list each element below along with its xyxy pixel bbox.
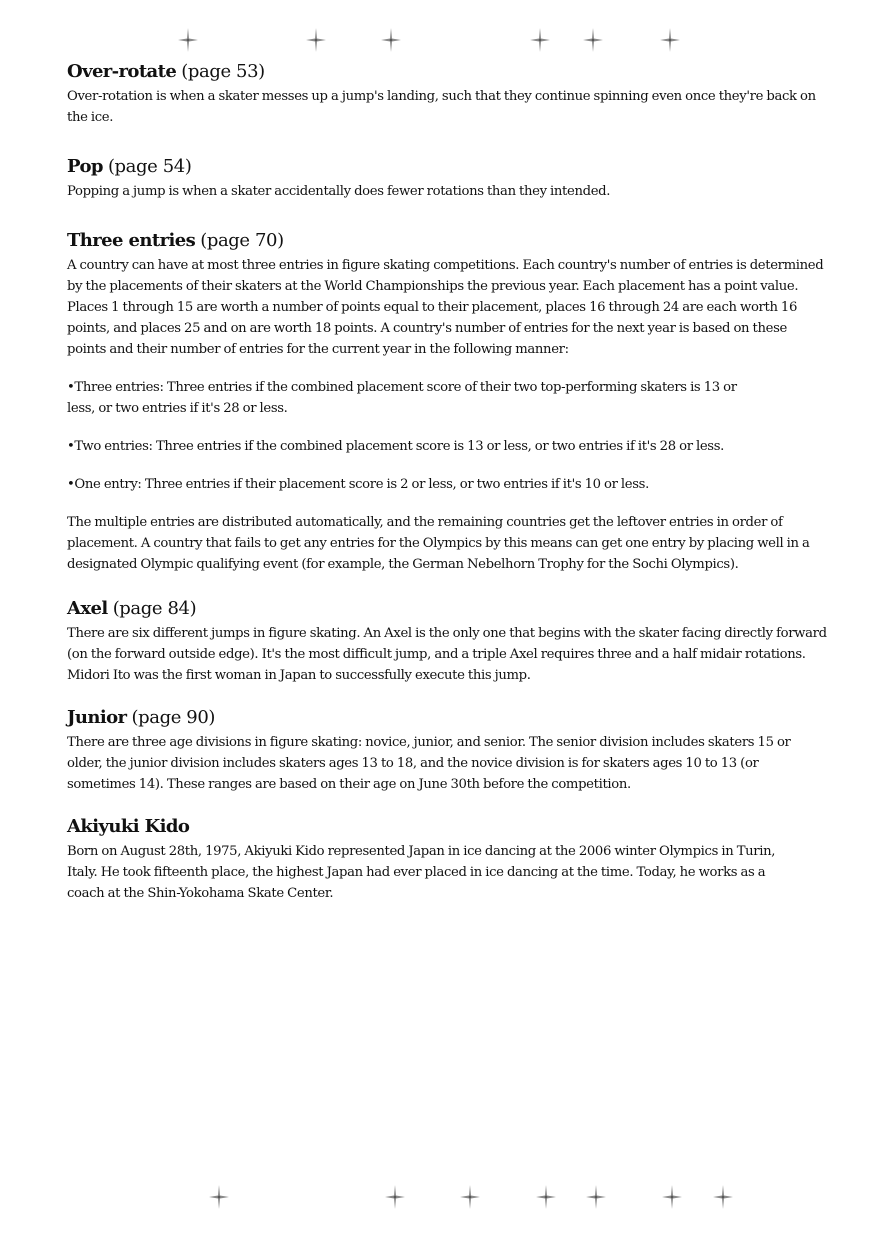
glossary-entry-axel (67, 595, 827, 686)
entry-page-ref: (page 84) (112, 598, 197, 619)
entry-page-ref: (page 90) (131, 707, 216, 728)
sparkle-icon (385, 1185, 405, 1209)
sparkle-icon (209, 1185, 229, 1209)
sparkle-icon (586, 1185, 606, 1209)
entry-term: Axel (67, 598, 108, 619)
entry-term: Akiyuki Kido (67, 816, 190, 837)
sparkle-icon (713, 1185, 733, 1209)
entry-term: Three entries (67, 230, 196, 251)
sparkle-icon (530, 28, 550, 52)
glossary-entry-junior (67, 704, 827, 795)
glossary-page (67, 58, 827, 904)
entry-definition: Over-rotation is when a skater messes up a jump's landing, such that they continue spinning even once they're back on the ice. (67, 89, 816, 125)
entry-definition: A country can have at most three entries in figure skating competitions. Each country's number of entries is determined by the placements of their skaters at the World Championships the previous year. Each placement has a point value. Places 1 through 15 are worth a number of points equal to their placement, places 16 through 24 are each worth 16 points, and places 25 and on are worth 18 points. A country's number of entries for the next year is based on these points and their number of entries for the current year in the following manner: (67, 258, 824, 357)
entry-term: Pop (67, 156, 103, 177)
sparkle-icon (536, 1185, 556, 1209)
glossary-entry-pop (67, 153, 827, 202)
entry-definition: There are three age divisions in figure skating: novice, junior, and senior. The senior division includes skaters 15 or older, the junior division includes skaters ages 13 to 18, and the novice division is for skaters ages 10 to 13 (or sometimes 14). These ranges are based on their age on June 30th before the competition. (67, 735, 791, 792)
glossary-entry-three-entries (67, 227, 827, 575)
sparkle-icon (583, 28, 603, 52)
sparkle-icon (178, 28, 198, 52)
entry-page-ref: (page 70) (200, 230, 284, 251)
entry-definition: There are six different jumps in figure skating. An Axel is the only one that begins with the skater facing directly forward (on the forward outside edge). It's the most difficult jump, and a triple Axel requires three and a half midair rotations. Midori Ito was the first woman in Japan to successfully execute this jump. (67, 626, 827, 683)
top-sparkle-row (0, 28, 870, 52)
entry-term: Over-rotate (67, 61, 177, 82)
sparkle-icon (460, 1185, 480, 1209)
entry-page-ref: (page 54) (107, 156, 192, 177)
rule-three-entries: •Three entries: Three entries if the combined placement score of their two top-performing skaters is 13 or less, or two entries if it's 28 or less. (67, 380, 737, 416)
bottom-sparkle-row (0, 1185, 870, 1209)
sparkle-icon (662, 1185, 682, 1209)
entry-definition-continued: The multiple entries are distributed automatically, and the remaining countries get the leftover entries in order of placement. A country that fails to get any entries for the Olympics by this means can get one entry by placing well in a designated Olympic qualifying event (for example, the German Nebelhorn Trophy for the Sochi Olympics). (67, 515, 810, 572)
glossary-entry-over-rotate (67, 58, 827, 128)
entry-term: Junior (67, 707, 127, 728)
entry-definition: Popping a jump is when a skater accidentally does fewer rotations than they intended. (67, 184, 611, 199)
entry-definition: Born on August 28th, 1975, Akiyuki Kido represented Japan in ice dancing at the 2006 winter Olympics in Turin, Italy. He took fifteenth place, the highest Japan had ever placed in ice dancing at the time. Today, he works as a coach at the Shin-Yokohama Skate Center. (67, 844, 776, 901)
sparkle-icon (381, 28, 401, 52)
glossary-entry-akiyuki-kido (67, 813, 827, 904)
entry-page-ref: (page 53) (181, 61, 265, 82)
rule-two-entries: •Two entries: Three entries if the combined placement score is 13 or less, or two entries if it's 28 or less. (67, 439, 724, 454)
sparkle-icon (660, 28, 680, 52)
sparkle-icon (306, 28, 326, 52)
rule-one-entry: •One entry: Three entries if their placement score is 2 or less, or two entries if it's 10 or less. (67, 477, 649, 492)
